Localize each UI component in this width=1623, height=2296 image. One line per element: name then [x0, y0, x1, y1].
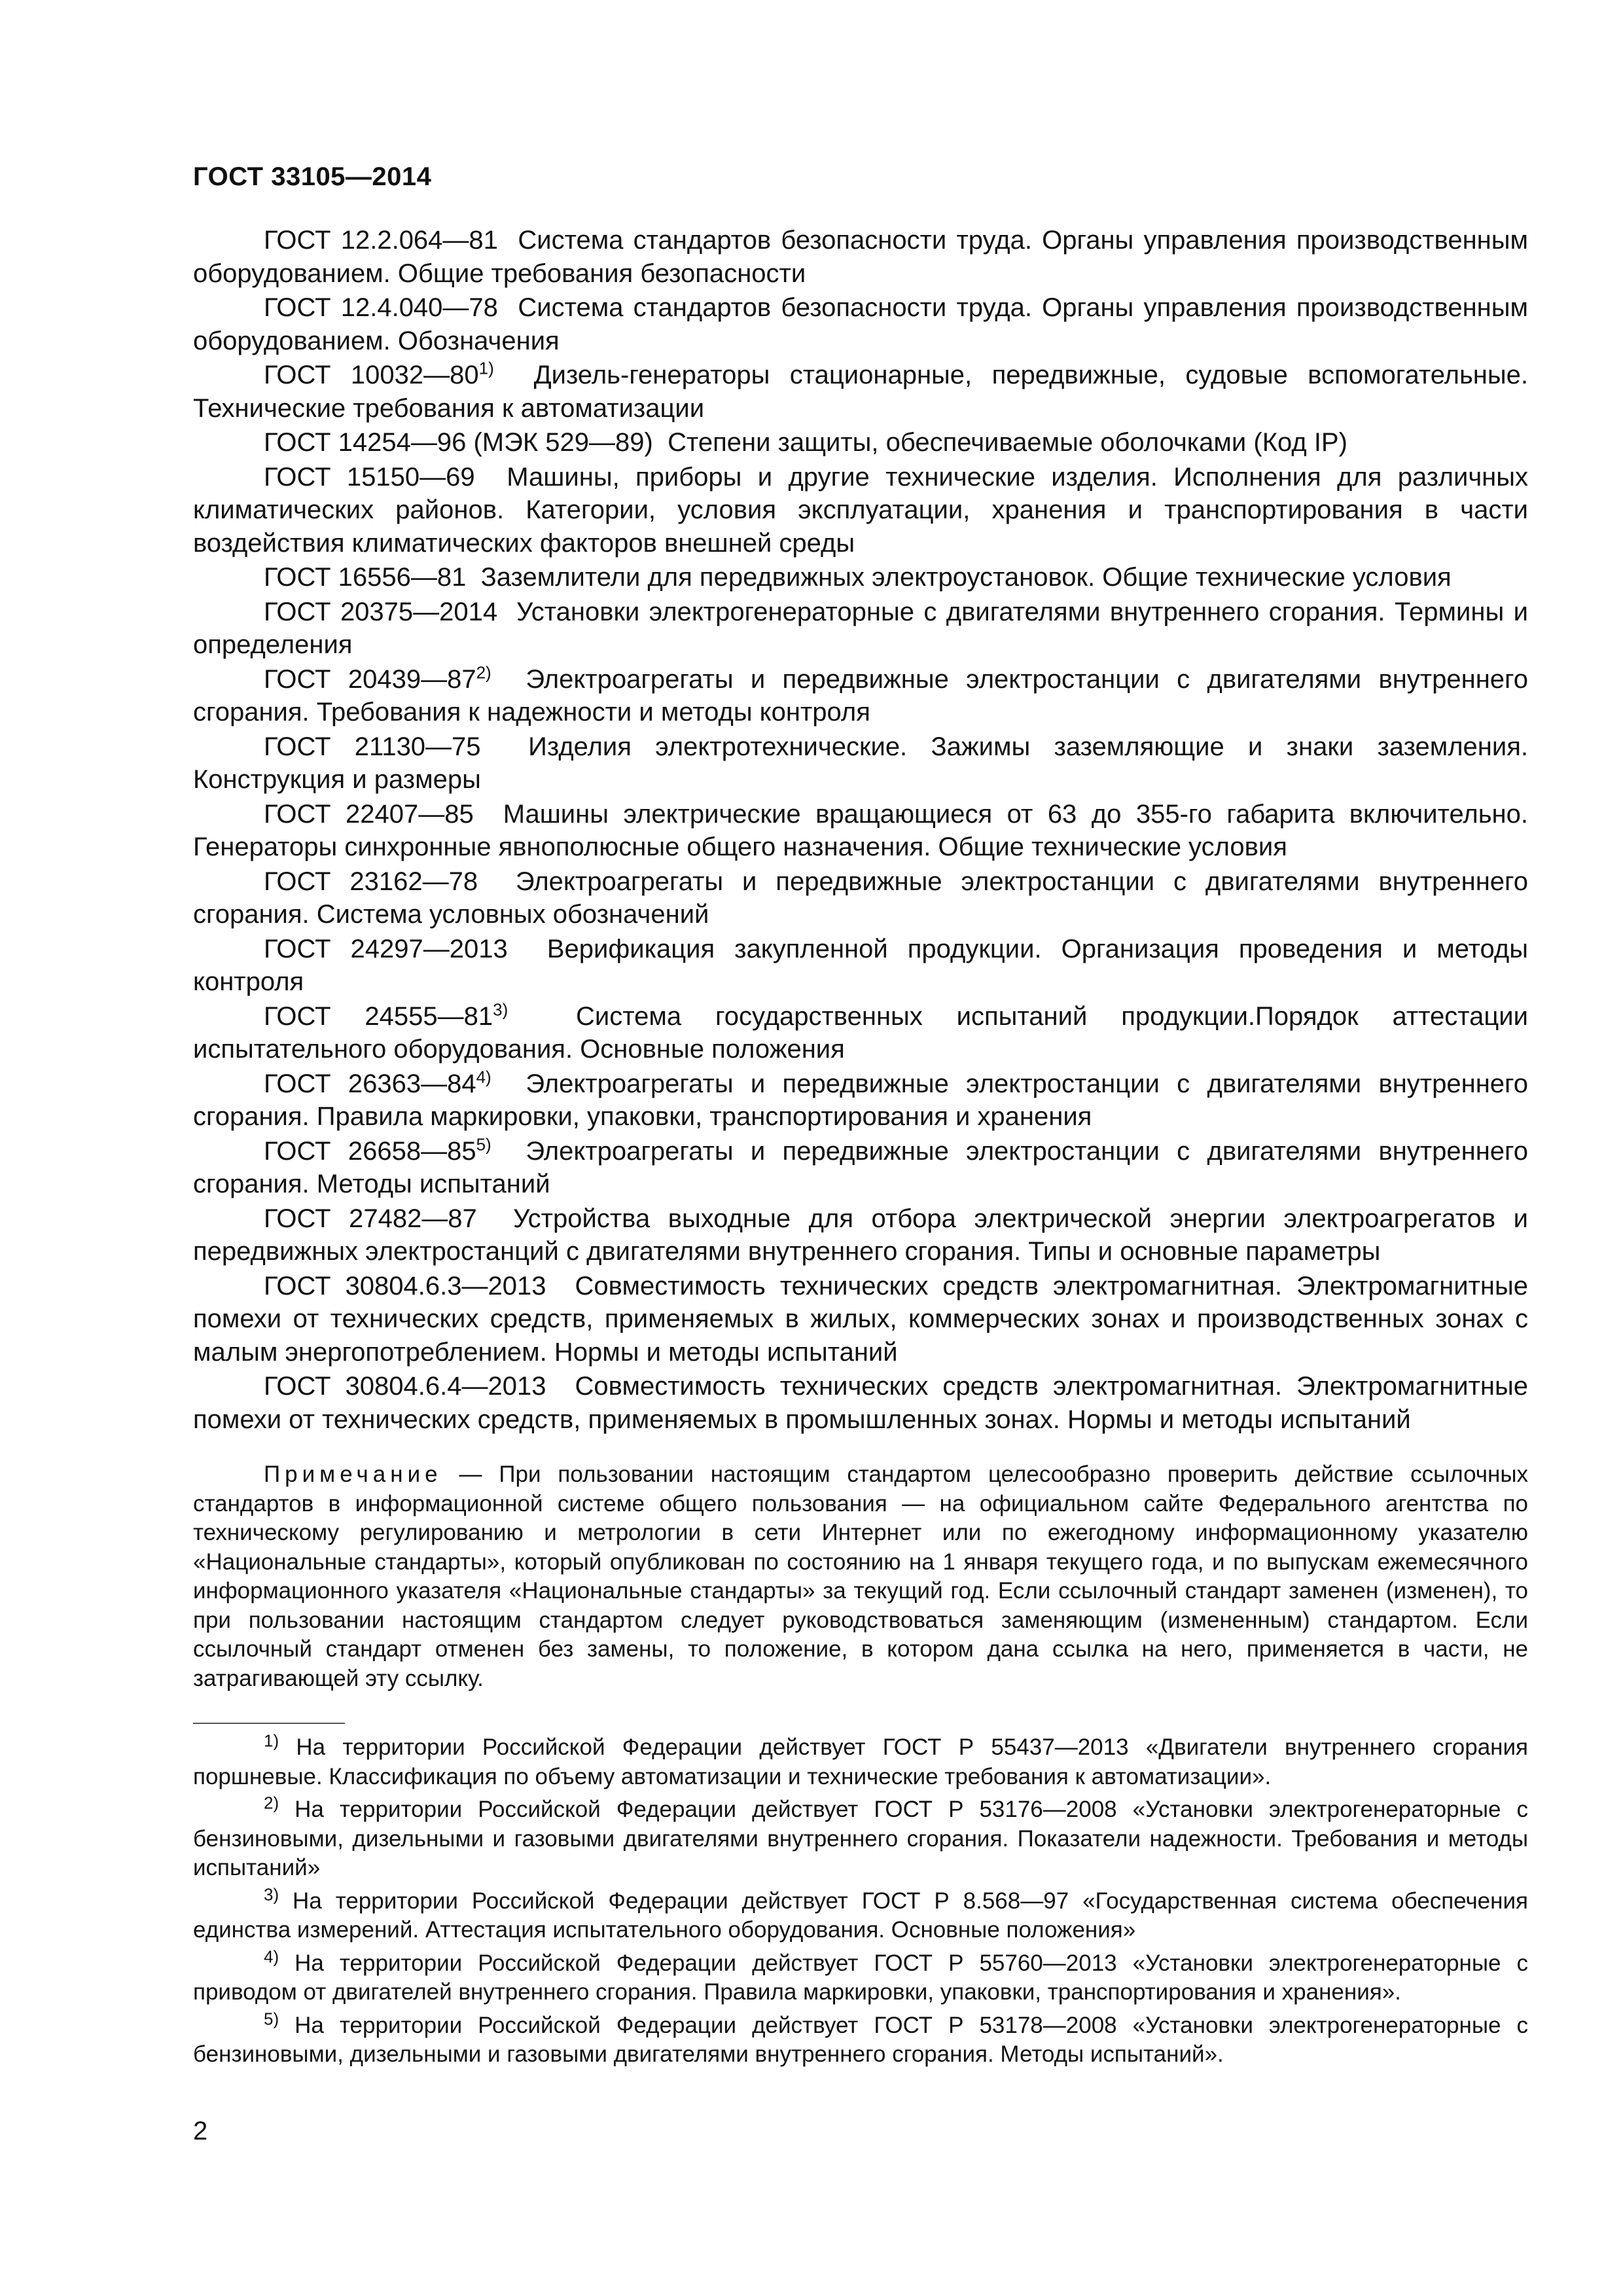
reference-title: Электроагрегаты и передвижные электростанции с двигателями внутреннего сгорания. Правила маркировки, упаковки, транспортирования и хранения: [193, 1069, 1528, 1131]
footnote-mark: 1): [264, 1731, 279, 1751]
reference-item: [193, 1067, 1528, 1134]
reference-title: Совместимость технических средств электромагнитная. Электромагнитные помехи от технических средств, применяемых в жилых, коммерческих зонах и производственных зонах с малым энергопотреблением. Нормы и методы испытаний: [193, 1271, 1528, 1367]
reference-item: [193, 730, 1528, 797]
reference-title: Совместимость технических средств электромагнитная. Электромагнитные помехи от технических средств, применяемых в промышленных зонах. Нормы и методы испытаний: [193, 1372, 1528, 1434]
reference-title: Система стандартов безопасности труда. Органы управления производственным оборудованием. Обозначения: [193, 293, 1529, 355]
reference-code: ГОСТ 26658—85: [264, 1136, 476, 1166]
reference-item: [193, 1270, 1528, 1369]
reference-title: Система государственных испытаний продукции.Порядок аттестации испытательного оборудования. Основные положения: [193, 1001, 1528, 1064]
reference-item: [193, 865, 1528, 931]
reference-code: ГОСТ 30804.6.4—2013: [264, 1372, 546, 1401]
note-paragraph: [193, 1460, 1528, 1693]
footnote-item: [193, 1946, 1528, 2007]
reference-title: Дизель-генераторы стационарные, передвижные, судовые вспомогательные. Технические требования к автоматизации: [193, 361, 1528, 423]
reference-title: Электроагрегаты и передвижные электростанции с двигателями внутреннего сгорания. Система условных обозначений: [193, 867, 1528, 929]
document-header: ГОСТ 33105—2014: [193, 162, 432, 191]
footnote-text: На территории Российской Федерации действует ГОСТ Р 53178—2008 «Установки электрогенераторные с бензиновыми, дизельными и газовыми двигателями внутреннего сгорания. Методы испытаний».: [193, 2012, 1528, 2067]
note-text: — При пользовании настоящим стандартом целесообразно проверить действие ссылочных стандартов в информационной системе общего пользования — на официальном сайте Федерального агентства по техническому регулированию и метрологии в сети Интернет или по ежегодному информационному указателю «Национальные стандарты», который опубликован по состоянию на 1 января текущего года, и по выпускам ежемесячного информационного указателя «Национальные стандарты» за текущий год. Если ссылочный стандарт заменен (изменен), то при пользовании настоящим стандартом следует руководствоваться заменяющим (измененным) стандартом. Если ссылочный стандарт отменен без замены, то положение, в котором дана ссылка на него, применяется в части, не затрагивающей эту ссылку.: [193, 1462, 1528, 1691]
page-number: 2: [193, 2117, 208, 2145]
reference-title: Изделия электротехнические. Зажимы заземляющие и знаки заземления. Конструкция и размеры: [193, 732, 1529, 794]
reference-item: [193, 1370, 1528, 1436]
reference-item: [193, 663, 1528, 729]
reference-code: ГОСТ 16556—81: [264, 563, 467, 592]
footnote-item: [193, 2008, 1528, 2070]
reference-title: Машины электрические вращающиеся от 63 до 355-го габарита включительно. Генераторы синхронные явнополюсные общего назначения. Общие технические условия: [193, 799, 1528, 861]
reference-code: ГОСТ 24297—2013: [264, 934, 508, 963]
footnote-item: [193, 1733, 1528, 1791]
footnote-ref: 5): [476, 1134, 491, 1155]
reference-title: Заземлители для передвижных электроустановок. Общие технические условия: [480, 563, 1452, 592]
reference-item: [193, 461, 1528, 560]
reference-item: [193, 224, 1528, 290]
reference-title: Машины, приборы и другие технические изделия. Исполнения для различных климатических районов. Категории, условия эксплуатации, хранения и транспортирования в части воздействия климатических факторов внешней среды: [193, 462, 1529, 558]
reference-code: ГОСТ 14254—96 (МЭК 529—89): [264, 428, 653, 457]
reference-item: [193, 426, 1528, 459]
footnote-mark: 5): [264, 2008, 279, 2028]
reference-title: Электроагрегаты и передвижные электростанции с двигателями внутреннего сгорания. Требования к надежности и методы контроля: [193, 664, 1528, 726]
reference-code: ГОСТ 30804.6.3—2013: [264, 1271, 546, 1300]
reference-title: Верификация закупленной продукции. Организация проведения и методы контроля: [193, 934, 1528, 996]
reference-item: [193, 1135, 1528, 1201]
footnote-ref: 3): [493, 999, 508, 1020]
footnote-mark: 3): [264, 1884, 279, 1904]
footnote-divider: [193, 1723, 345, 1724]
reference-title: Степени защиты, обеспечиваемые оболочками (Код IP): [668, 428, 1347, 457]
normative-references-list: [193, 224, 1528, 1437]
reference-item: [193, 561, 1528, 594]
reference-code: ГОСТ 12.2.064—81: [264, 226, 498, 255]
footnote-mark: 2): [264, 1793, 279, 1813]
reference-code: ГОСТ 12.4.040—78: [264, 293, 498, 322]
reference-title: Установки электрогенераторные с двигателями внутреннего сгорания. Термины и определения: [193, 597, 1528, 659]
reference-code: ГОСТ 10032—80: [264, 361, 479, 389]
reference-code: ГОСТ 15150—69: [264, 462, 475, 492]
reference-code: ГОСТ 27482—87: [264, 1204, 477, 1233]
footnote-item: [193, 1884, 1528, 1945]
footnote-item: [193, 1795, 1528, 1883]
reference-title: Устройства выходные для отбора электрической энергии электроагрегатов и передвижных электростанций с двигателями внутреннего сгорания. Типы и основные параметры: [193, 1204, 1529, 1266]
footnote-mark: 4): [264, 1946, 279, 1966]
reference-code: ГОСТ 22407—85: [264, 799, 474, 829]
reference-item: [193, 1202, 1528, 1268]
footnote-text: На территории Российской Федерации действует ГОСТ Р 8.568—97 «Государственная система обеспечения единства измерений. Аттестация испытательного оборудования. Основные положения»: [193, 1888, 1528, 1943]
reference-title: Электроагрегаты и передвижные электростанции с двигателями внутреннего сгорания. Методы испытаний: [193, 1136, 1528, 1198]
note-label: Примечание: [264, 1462, 442, 1487]
reference-code: ГОСТ 21130—75: [264, 732, 481, 761]
reference-item: [193, 933, 1528, 999]
reference-code: ГОСТ 24555—81: [264, 1001, 493, 1031]
footnotes-list: [193, 1733, 1528, 2073]
reference-item: [193, 798, 1528, 864]
footnote-ref: 2): [476, 662, 491, 683]
reference-item: [193, 596, 1528, 662]
reference-item: [193, 359, 1528, 425]
reference-item: [193, 1000, 1528, 1066]
footnote-ref: 1): [478, 358, 494, 378]
reference-code: ГОСТ 20375—2014: [264, 597, 498, 626]
footnote-text: На территории Российской Федерации действует ГОСТ Р 55437—2013 «Двигатели внутреннего сгорания поршневые. Классификация по объему автоматизации и технические требования к автоматизации».: [193, 1734, 1528, 1789]
footnote-ref: 4): [476, 1067, 491, 1087]
reference-item: [193, 291, 1528, 357]
reference-code: ГОСТ 23162—78: [264, 867, 478, 896]
reference-code: ГОСТ 20439—87: [264, 664, 476, 694]
footnote-text: На территории Российской Федерации действует ГОСТ Р 55760—2013 «Установки электрогенераторные с приводом от двигателей внутреннего сгорания. Правила маркировки, упаковки, транспортирования и хранения».: [193, 1950, 1528, 2005]
reference-code: ГОСТ 26363—84: [264, 1069, 476, 1098]
reference-title: Система стандартов безопасности труда. Органы управления производственным оборудованием. Общие требования безопасности: [193, 226, 1529, 288]
footnote-text: На территории Российской Федерации действует ГОСТ Р 53176—2008 «Установки электрогенераторные с бензиновыми, дизельными и газовыми двигателями внутреннего сгорания. Показатели надежности. Требования и методы испытаний»: [193, 1797, 1528, 1880]
